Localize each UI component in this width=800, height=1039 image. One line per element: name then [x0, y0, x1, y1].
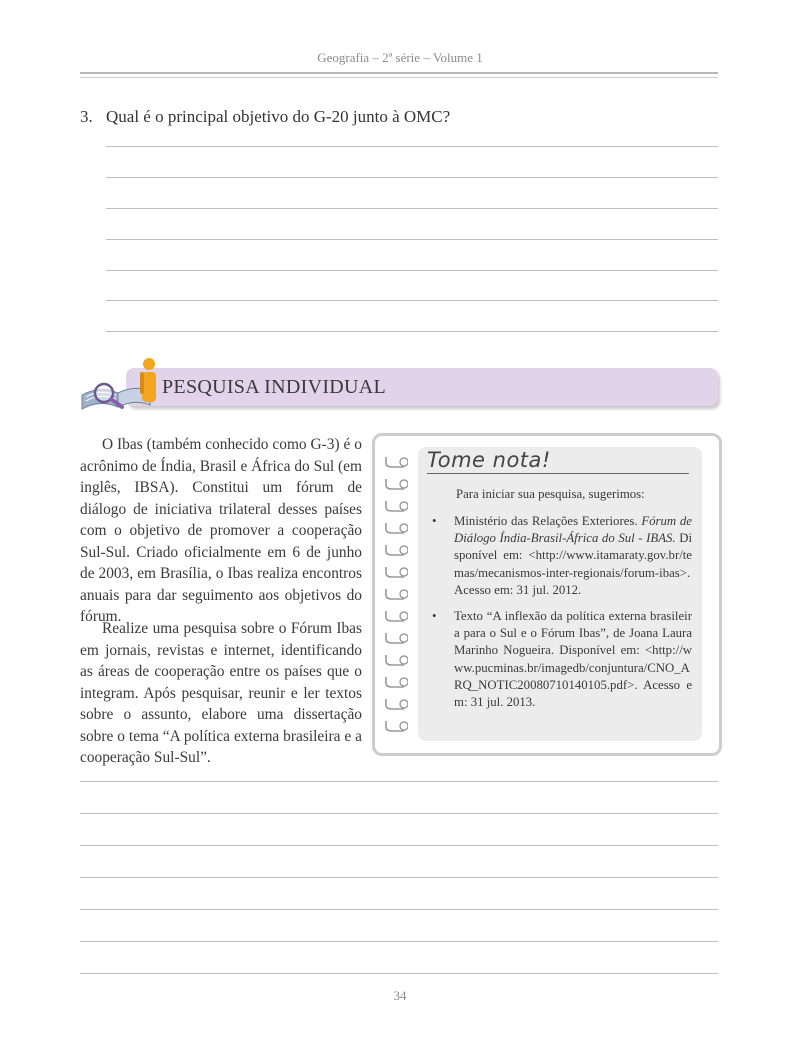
note-item-1-prefix: Ministério das Relações Exteriores. — [454, 514, 642, 528]
writing-line[interactable] — [80, 941, 718, 942]
question-text: Qual é o principal objetivo do G-20 junto à OMC? — [106, 107, 451, 126]
note-intro: Para iniciar sua pesquisa, sugerimos: — [456, 487, 645, 501]
question-3 — [80, 107, 450, 127]
section-title: PESQUISA INDIVIDUAL — [162, 376, 387, 398]
answer-line[interactable] — [106, 300, 718, 301]
writing-line[interactable] — [80, 845, 718, 846]
running-header: Geografia – 2ª série – Volume 1 — [317, 50, 483, 65]
note-item-1-suffix: Disponível em: <http://www.itamaraty.gov.br/temas/mecanismos-inter-regionais/forum-ibas>. Acesso em: 31 jul. 2012. — [454, 531, 692, 597]
body-text — [80, 618, 362, 769]
research-icon — [78, 355, 164, 413]
header-rule — [80, 72, 718, 74]
list-item — [432, 513, 692, 599]
answer-line[interactable] — [106, 177, 718, 178]
bullet-icon: • — [432, 514, 437, 528]
writing-line[interactable] — [80, 973, 718, 974]
note-title: Tome nota! — [427, 448, 551, 472]
note-item-2: Texto “A inflexão da política externa brasileira para o Sul e o Fórum Ibas”, de Joana Laura Marinho Nogueira. Disponível em: <http://www.pucminas.br/imagedb/conjuntura/CNO_ARQ_NOTIC20080710140105.pdf>. Acesso em: 31 jul. 2013. — [454, 609, 692, 710]
writing-line[interactable] — [80, 877, 718, 878]
note-list — [432, 608, 692, 711]
list-item — [432, 608, 692, 711]
body-paragraph-1: O Ibas (também conhecido como G-3) é o acrônimo de Índia, Brasil e África do Sul (em inglês, IBSA). Constitui um fórum de diálogo de iniciativa trilateral desses países com o objetivo de promover a cooperação Sul-Sul. Criado oficialmente em 6 de junho de 2003, em Brasília, o Ibas realiza encontros anuais para dar seguimento aos objetivos do fórum. — [80, 436, 362, 625]
writing-line[interactable] — [80, 781, 718, 782]
answer-line[interactable] — [106, 146, 718, 147]
answer-line[interactable] — [106, 208, 718, 209]
bullet-icon: • — [432, 609, 437, 623]
writing-line[interactable] — [80, 909, 718, 910]
question-number: 3. — [80, 107, 93, 126]
note-title-rule — [427, 473, 689, 474]
body-text — [80, 434, 362, 628]
answer-line[interactable] — [106, 239, 718, 240]
body-paragraph-2: Realize uma pesquisa sobre o Fórum Ibas em jornais, revistas e internet, identificando as áreas de cooperação entre os países que o integram. Após pesquisar, reunir e ler textos sobre o assunto, elabore uma dissertação sobre o tema “A política externa brasileira e a cooperação Sul-Sul”. — [80, 620, 362, 766]
note-list — [432, 513, 692, 599]
answer-line[interactable] — [106, 331, 718, 332]
note-item-1-title: Fórum de Diálogo Índia-Brasil-África do Sul - IBAS. — [454, 514, 692, 546]
header-rule-thin — [80, 77, 718, 78]
answer-line[interactable] — [106, 270, 718, 271]
writing-line[interactable] — [80, 813, 718, 814]
page-number: 34 — [393, 988, 407, 1003]
